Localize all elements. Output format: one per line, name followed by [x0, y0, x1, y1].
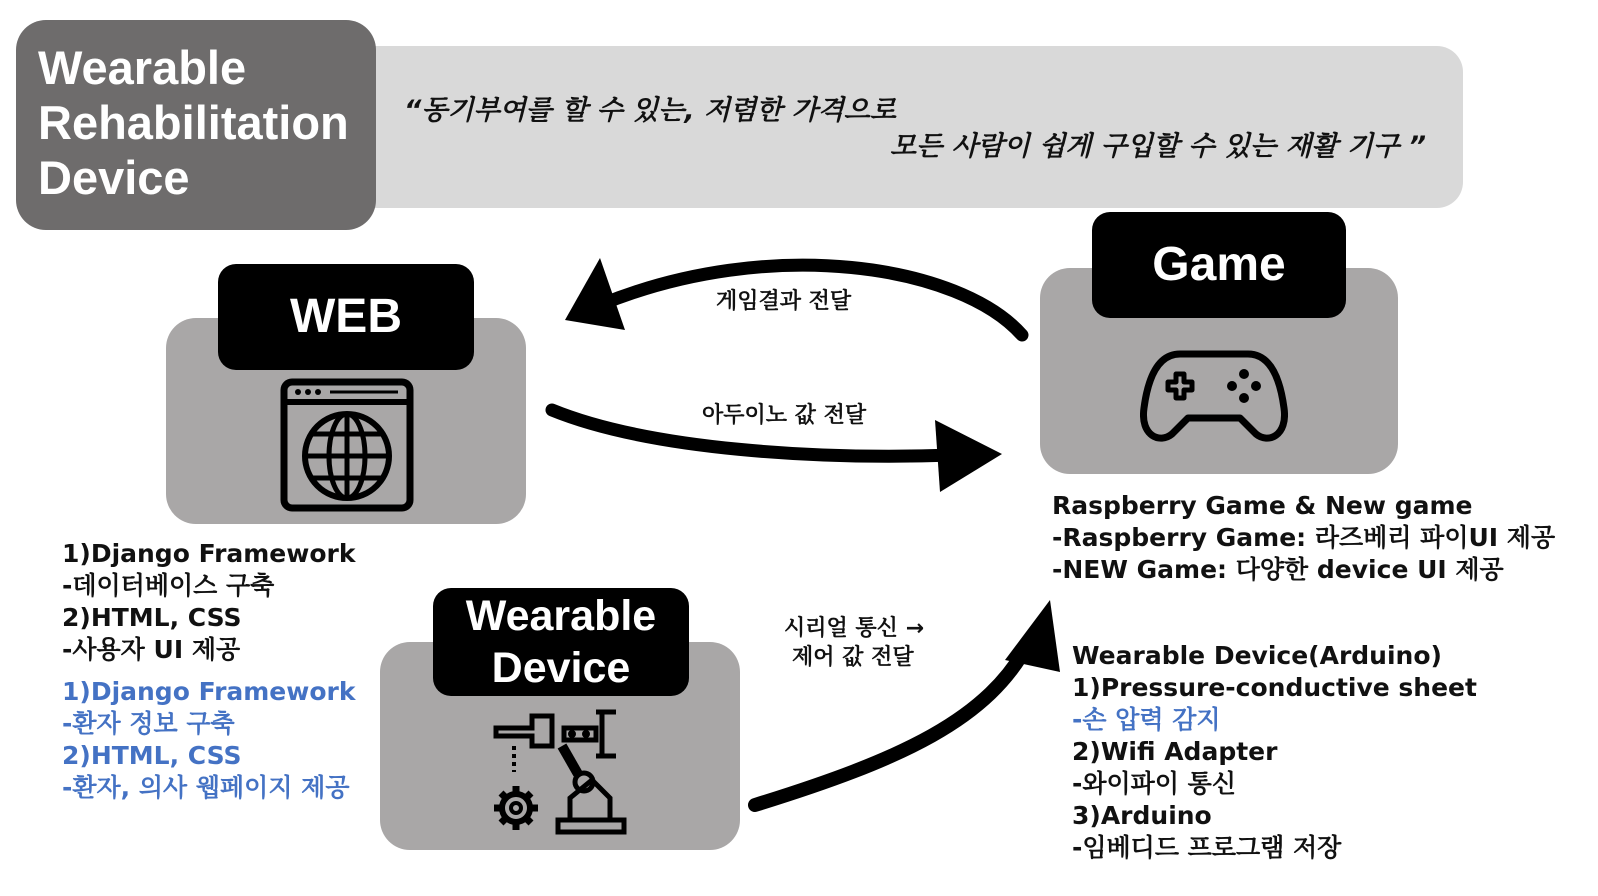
- web-description: [62, 538, 356, 804]
- title-line: Device: [38, 151, 190, 204]
- device-desc-line: -와이파이 통신: [1072, 769, 1236, 798]
- device-desc-line: 2)Wifi Adapter: [1072, 737, 1278, 766]
- device-desc-line: 1)Pressure-conductive sheet: [1072, 673, 1477, 702]
- web-desc-line: 1)Django Framework: [62, 539, 356, 568]
- slogan-line-1: “동기부여를 할 수 있는, 저렴한 가격으로: [404, 95, 896, 126]
- device-description: [1072, 640, 1477, 864]
- web-desc-line-blue: -환자, 의사 웹페이지 제공: [62, 773, 350, 802]
- web-desc-line: -데이터베이스 구축: [62, 571, 275, 600]
- web-label: WEB: [218, 264, 474, 370]
- label-serial-line-2: 제어 값 전달: [792, 645, 914, 670]
- web-desc-line-blue: 1)Django Framework: [62, 677, 356, 706]
- label-web-to-game: 아두이노 값 전달: [702, 403, 867, 428]
- web-desc-line: -사용자 UI 제공: [62, 635, 241, 664]
- arrow-head-web-to-game: [935, 420, 1002, 492]
- web-desc-line: 2)HTML, CSS: [62, 603, 242, 632]
- device-label: [433, 588, 689, 696]
- device-desc-line: Wearable Device(Arduino): [1072, 641, 1442, 670]
- robot-arm-gear-icon: [492, 702, 628, 838]
- slogan-line-2: 모든 사람이 쉽게 구입할 수 있는 재활 기구 ”: [890, 131, 1426, 162]
- device-label-line-2: Device: [491, 644, 631, 692]
- gamepad-icon: [1140, 348, 1288, 444]
- label-game-to-web: 게임결과 전달: [716, 289, 852, 314]
- device-desc-line: -임베디드 프로그램 저장: [1072, 833, 1342, 862]
- game-desc-line: -Raspberry Game: 라즈베리 파이UI 제공: [1052, 523, 1556, 552]
- web-browser-globe-icon: [280, 378, 414, 512]
- page-title: [38, 40, 368, 205]
- arrow-head-device-to-game: [1005, 600, 1060, 672]
- web-desc-line-blue: -환자 정보 구축: [62, 709, 235, 738]
- web-desc-line-blue: 2)HTML, CSS: [62, 741, 242, 770]
- label-serial-line-1: 시리얼 통신 →: [784, 616, 925, 641]
- game-description: [1052, 490, 1555, 586]
- device-desc-line: 3)Arduino: [1072, 801, 1212, 830]
- device-desc-line-blue: -손 압력 감지: [1072, 705, 1221, 734]
- title-line: Rehabilitation: [38, 96, 349, 149]
- title-line: Wearable: [38, 41, 247, 94]
- game-desc-line: -NEW Game: 다양한 device UI 제공: [1052, 555, 1504, 584]
- game-desc-line: Raspberry Game & New game: [1052, 491, 1473, 520]
- device-label-line-1: Wearable: [465, 592, 657, 640]
- game-label: Game: [1092, 212, 1346, 318]
